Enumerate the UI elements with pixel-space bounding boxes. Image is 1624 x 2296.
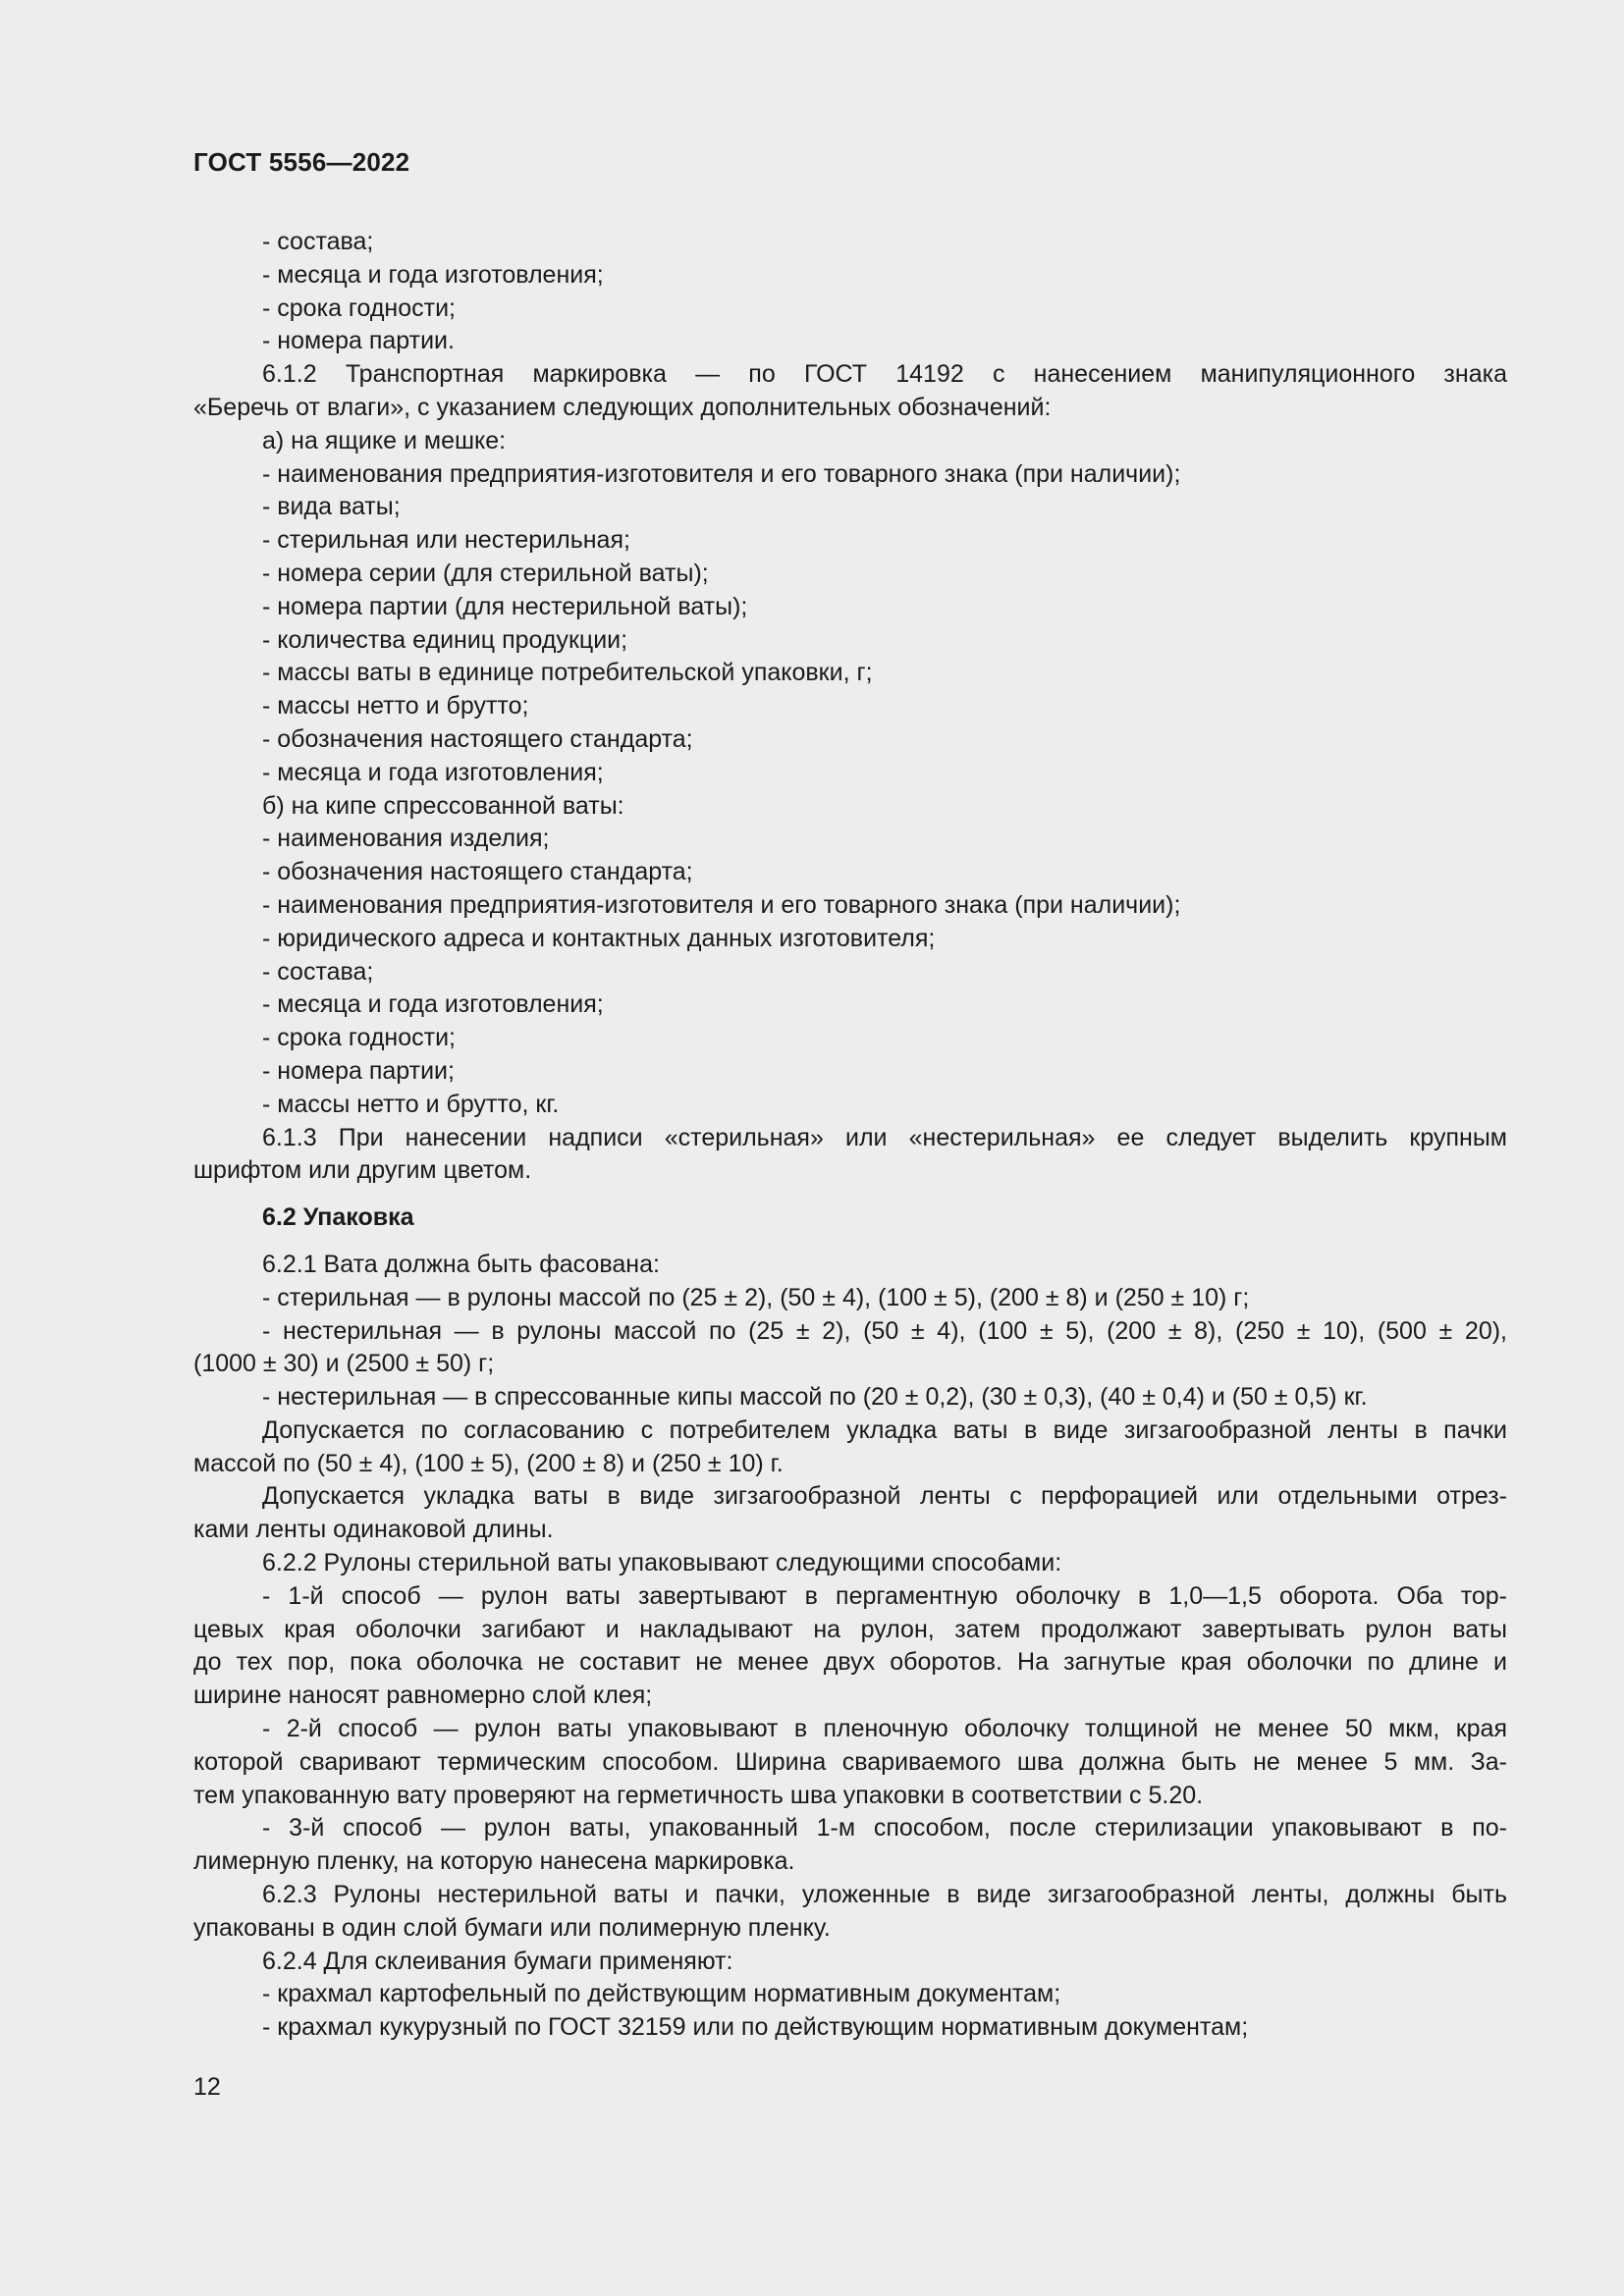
list-item: - срока годности; xyxy=(262,294,456,322)
paragraph-line: - 3-й способ — рулон ваты, упакованный 1-м способом, после стерилизации упаковывают в по- xyxy=(262,1814,1507,1842)
paragraph-line: до тех пор, пока оболочка не составит не менее двух оборотов. На загнутые края оболочки по длине и xyxy=(193,1648,1507,1677)
paragraph-line: цевых края оболочки загибают и накладывают на рулон, затем продолжают завертывать рулон ваты xyxy=(193,1615,1507,1643)
list-b-title: б) на кипе спрессованной ваты: xyxy=(262,791,624,820)
paragraph-line: которой сваривают термическим способом. Ширина свариваемого шва должна быть не менее 5 мм. За- xyxy=(193,1747,1507,1776)
document-code-header: ГОСТ 5556—2022 xyxy=(193,147,410,177)
paragraph-line: лимерную пленку, на которую нанесена маркировка. xyxy=(193,1847,795,1876)
list-a-title: а) на ящике и мешке: xyxy=(262,426,507,454)
list-item: - состава; xyxy=(262,228,374,255)
section-heading-6-2: 6.2 Упаковка xyxy=(262,1203,414,1232)
paragraph-6-1-3-line: шрифтом или другим цветом. xyxy=(193,1156,532,1185)
list-item: - крахмал картофельный по действующим нормативным документам; xyxy=(262,1980,1061,2008)
list-item: - номера партии. xyxy=(262,327,455,355)
document-body xyxy=(193,226,1507,2045)
list-item: - наименования предприятия-изготовителя и его товарного знака (при наличии); xyxy=(262,890,1181,919)
list-item-continuation: (1000 ± 30) и (2500 ± 50) г; xyxy=(193,1350,495,1378)
paragraph-6-2-4-intro: 6.2.4 Для склеивания бумаги применяют: xyxy=(262,1947,733,1975)
list-item: - стерильная — в рулоны массой по (25 ± 2), (50 ± 4), (100 ± 5), (200 ± 8) и (250 ± 10) г; xyxy=(262,1283,1250,1311)
list-item: - нестерильная — в рулоны массой по (25 ± 2), (50 ± 4), (100 ± 5), (200 ± 8), (250 ± 10), (500 ± 20), xyxy=(262,1316,1507,1345)
paragraph-6-1-2-line: «Беречь от влаги», с указанием следующих дополнительных обозначений: xyxy=(193,393,1052,421)
page-number: 12 xyxy=(193,2073,221,2101)
list-item: - крахмал кукурузный по ГОСТ 32159 или по действующим нормативным документам; xyxy=(262,2013,1249,2042)
list-item: - обозначения настоящего стандарта; xyxy=(262,858,693,886)
list-item: - наименования изделия; xyxy=(262,825,550,853)
list-item: - нестерильная — в спрессованные кипы массой по (20 ± 0,2), (30 ± 0,3), (40 ± 0,4) и (50 ± 0,5) кг. xyxy=(262,1383,1368,1412)
list-item: - стерильная или нестерильная; xyxy=(262,526,630,555)
paragraph-line: - 1-й способ — рулон ваты завертывают в пергаментную оболочку в 1,0—1,5 оборота. Оба тор- xyxy=(262,1581,1507,1610)
paragraph-6-2-3-line: упакованы в один слой бумаги или полимерную пленку. xyxy=(193,1913,831,1942)
list-item: - наименования предприятия-изготовителя и его товарного знака (при наличии); xyxy=(262,459,1181,488)
paragraph-6-2-3-line: 6.2.3 Рулоны нестерильной ваты и пачки, уложенные в виде зигзагообразной ленты, должны быть xyxy=(262,1881,1507,1909)
paragraph-line: ширине наносят равномерно слой клея; xyxy=(193,1682,653,1710)
list-item: - массы нетто и брутто, кг. xyxy=(262,1090,560,1118)
list-item: - юридического адреса и контактных данных изготовителя; xyxy=(262,924,936,952)
list-item: - месяца и года изготовления; xyxy=(262,758,604,786)
list-item: - месяца и года изготовления; xyxy=(262,260,604,289)
list-item: - номера партии (для нестерильной ваты); xyxy=(262,592,748,620)
list-item: - номера серии (для стерильной ваты); xyxy=(262,559,709,587)
list-item: - массы ваты в единице потребительской упаковки, г; xyxy=(262,659,873,687)
list-item: - вида ваты; xyxy=(262,493,401,521)
paragraph-line: ками ленты одинаковой длины. xyxy=(193,1516,554,1544)
list-item: - номера партии; xyxy=(262,1056,455,1085)
paragraph-6-2-1-intro: 6.2.1 Вата должна быть фасована: xyxy=(262,1250,660,1278)
list-item: - месяца и года изготовления; xyxy=(262,990,604,1019)
paragraph-line: массой по (50 ± 4), (100 ± 5), (200 ± 8) и (250 ± 10) г. xyxy=(193,1449,784,1477)
paragraph-6-1-3-line: 6.1.3 При нанесении надписи «стерильная» или «нестерильная» ее следует выделить крупным xyxy=(262,1123,1507,1151)
list-item: - обозначения настоящего стандарта; xyxy=(262,724,693,753)
list-item: - состава; xyxy=(262,957,374,986)
paragraph-line: Допускается укладка ваты в виде зигзагообразной ленты с перфорацией или отдельными отрез- xyxy=(262,1482,1507,1511)
paragraph-line: - 2-й способ — рулон ваты упаковывают в пленочную оболочку толщиной не менее 50 мкм, края xyxy=(262,1715,1507,1743)
paragraph-6-1-2-line: 6.1.2 Транспортная маркировка — по ГОСТ 14192 с нанесением манипуляционного знака xyxy=(262,360,1507,389)
paragraph-line: Допускается по согласованию с потребителем укладка ваты в виде зигзагообразной ленты в пачки xyxy=(262,1415,1507,1444)
paragraph-line: тем упакованную вату проверяют на герметичность шва упаковки в соответствии с 5.20. xyxy=(193,1781,1204,1809)
list-item: - массы нетто и брутто; xyxy=(262,692,529,721)
list-item: - количества единиц продукции; xyxy=(262,625,628,654)
list-item: - срока годности; xyxy=(262,1024,456,1052)
paragraph-6-2-2-intro: 6.2.2 Рулоны стерильной ваты упаковывают следующими способами: xyxy=(262,1549,1062,1577)
